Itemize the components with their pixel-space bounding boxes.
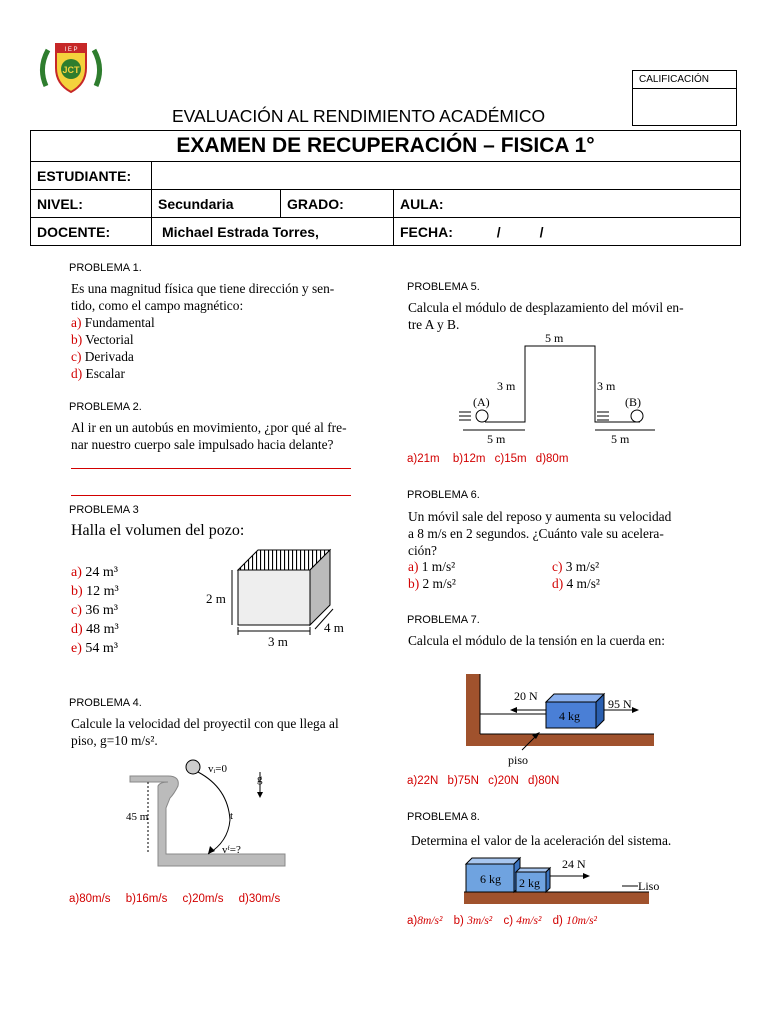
left-base: 5 m	[487, 432, 506, 446]
problem-8-title: PROBLEMA 8.	[407, 811, 480, 823]
problem-3-title: PROBLEMA 3	[69, 504, 139, 516]
problem-8-answers: a)8m/s² b) 3m/s² c) 4m/s² d) 10m/s²	[407, 915, 598, 927]
answer-line-2[interactable]	[71, 495, 351, 496]
problem-5-title: PROBLEMA 5.	[407, 281, 480, 293]
mass-label: 4 kg	[559, 709, 580, 723]
time-label: t	[230, 810, 234, 822]
grade-box	[632, 70, 737, 126]
height-label: 45 m	[126, 811, 149, 823]
school-logo	[36, 38, 106, 98]
problem-1-title: PROBLEMA 1.	[69, 262, 142, 274]
problem-7-question: Calcula el módulo de la tensión en la cuerda en:	[408, 633, 665, 648]
option-c: c) 36 m³	[71, 603, 118, 618]
problem-4-question: Calcule la velocidad del proyectil con que llega al piso, g=10 m/s².	[71, 716, 339, 748]
gravity-label: g	[257, 773, 263, 785]
logo-text: JCT	[62, 65, 80, 75]
height-label: 2 m	[206, 591, 226, 606]
problem-4-title: PROBLEMA 4.	[69, 697, 142, 709]
problem-8-question: Determina el valor de la aceleración del sistema.	[411, 833, 672, 848]
classroom-label: AULA:	[394, 190, 741, 218]
option-d: d) 48 m³	[71, 622, 119, 637]
depth-label: 4 m	[324, 620, 344, 635]
level-value: Secundaria	[152, 190, 281, 218]
left-height: 3 m	[497, 379, 516, 393]
logo-top-text: I E P	[64, 47, 78, 53]
option-a: a) Fundamental	[71, 315, 155, 330]
top-length: 5 m	[545, 331, 564, 345]
problem-5-question: Calcula el módulo de desplazamiento del móvil en- tre A y B.	[408, 300, 684, 332]
problem-5-answers: a)21m b)12m c)15m d)80m	[407, 453, 569, 465]
block1-mass: 6 kg	[480, 872, 501, 886]
problem-1-question: Es una magnitud física que tiene dirección y sen- tido, como el campo magnético:	[71, 281, 335, 313]
date-label: FECHA:	[400, 223, 453, 240]
problem-6-question: Un móvil sale del reposo y aumenta su velocidad a 8 m/s en 2 segundos. ¿Cuánto vale su acelera- ción?	[408, 509, 672, 558]
left-force: 20 N	[514, 689, 538, 703]
problem-7-title: PROBLEMA 7.	[407, 614, 480, 626]
right-height: 3 m	[597, 379, 616, 393]
answer-line-1[interactable]	[71, 468, 351, 469]
problem-3-options	[71, 563, 119, 658]
option-d: d) Escalar	[71, 366, 125, 381]
block2-mass: 2 kg	[519, 876, 540, 890]
problem-3-question: Halla el volumen del pozo:	[71, 522, 245, 539]
problem-6-options: a) 1 m/s² b) 2 m/s²	[408, 559, 456, 591]
grade-label: CALIFICACIÓN	[633, 71, 736, 89]
problem-4-answers: a)80m/s b)16m/s c)20m/s d)30m/s	[69, 893, 281, 905]
option-e: e) 54 m³	[71, 641, 118, 656]
vi-label: vᵢ=0	[208, 763, 228, 775]
problem-7-answers: a)22N b)75N c)20N d)80N	[407, 775, 560, 787]
grade-level-label: GRADO:	[281, 190, 394, 218]
student-info-table	[30, 130, 741, 246]
option-b: b) Vectorial	[71, 332, 134, 347]
problem-6-options-right: c) 3 m/s² d) 4 m/s²	[552, 559, 600, 591]
tension-figure	[462, 672, 658, 772]
problem-2-title: PROBLEMA 2.	[69, 401, 142, 413]
option-c: c) Derivada	[71, 349, 134, 364]
right-base: 5 m	[611, 432, 630, 446]
exam-subtitle: EVALUACIÓN AL RENDIMIENTO ACADÉMICO	[172, 106, 546, 126]
vf-label: vᶠ=?	[222, 844, 241, 856]
right-force: 95 N	[608, 697, 632, 711]
surface-label: Liso	[638, 879, 660, 893]
student-label: ESTUDIANTE:	[31, 162, 152, 190]
option-a: a) 24 m³	[71, 565, 118, 580]
blocks-figure	[462, 852, 672, 908]
exam-title: EXAMEN DE RECUPERACIÓN – FISICA 1°	[31, 131, 741, 162]
point-a: (A)	[473, 395, 490, 409]
problem-2-question: Al ir en un autobús en movimiento, ¿por qué al fre- nar nuestro cuerpo sale impulsado hacia delante?	[71, 420, 347, 452]
path-figure	[455, 330, 665, 448]
student-field[interactable]	[152, 162, 741, 190]
projectile-figure	[120, 758, 290, 870]
problem-6-title: PROBLEMA 6.	[407, 489, 480, 501]
cube-figure	[200, 545, 360, 650]
date-value: / /	[496, 223, 544, 240]
floor-label: piso	[508, 753, 529, 767]
option-b: b) 12 m³	[71, 584, 119, 599]
force-label: 24 N	[562, 857, 586, 871]
date-cell[interactable]	[394, 218, 741, 246]
teacher-value: Michael Estrada Torres,	[152, 218, 394, 246]
point-b: (B)	[625, 395, 641, 409]
width-label: 3 m	[268, 634, 288, 649]
teacher-label: DOCENTE:	[31, 218, 152, 246]
problem-1-options	[71, 314, 155, 382]
level-label: NIVEL:	[31, 190, 152, 218]
